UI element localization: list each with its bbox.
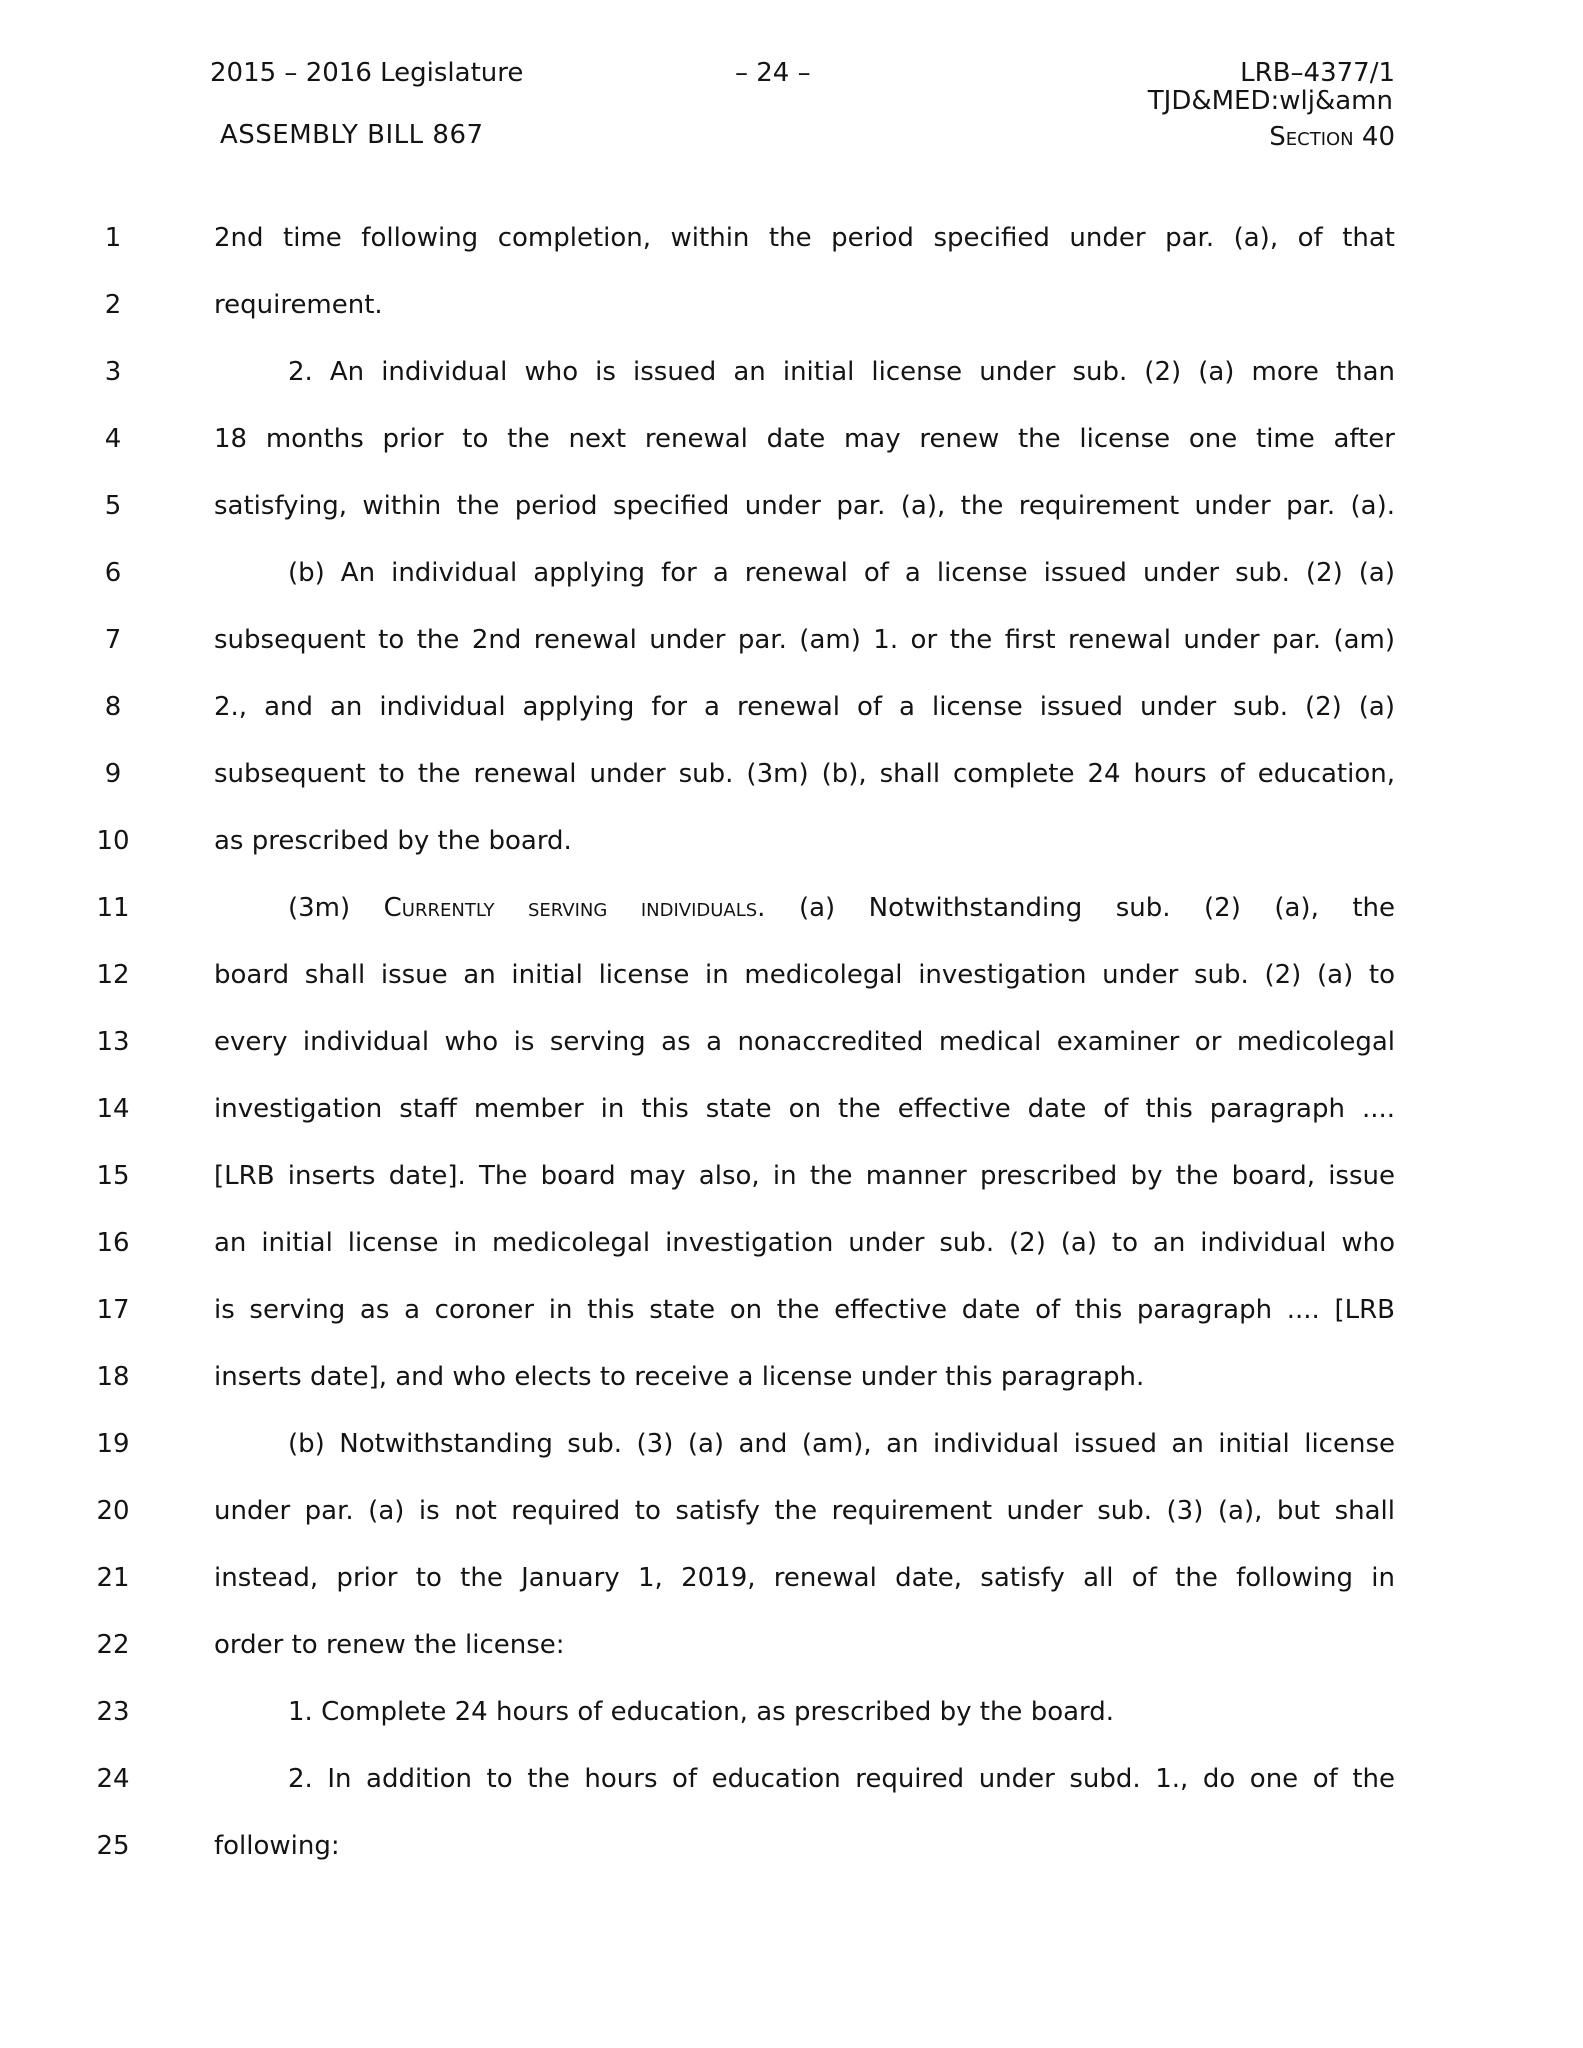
bill-title: ASSEMBLY BILL 867 xyxy=(220,120,484,150)
text-line xyxy=(0,1022,1583,1062)
line-number: 24 xyxy=(96,1764,130,1794)
line-text: 2nd time following completion, within the period specified under par. (a), of that xyxy=(214,223,1395,253)
text-line xyxy=(0,352,1583,392)
text-line xyxy=(0,1357,1583,1397)
line-text: is serving as a coroner in this state on the effective date of this paragraph .... [LRB xyxy=(214,1295,1395,1325)
text-line xyxy=(0,1290,1583,1330)
line-number: 6 xyxy=(104,558,122,588)
section-label: Section 40 xyxy=(1269,122,1395,152)
lrb-number: LRB–4377/1 xyxy=(1240,58,1395,88)
line-number: 12 xyxy=(96,960,130,990)
text-line xyxy=(0,1826,1583,1866)
line-number: 25 xyxy=(96,1831,130,1861)
line-number: 18 xyxy=(96,1362,130,1392)
text-line xyxy=(0,1223,1583,1263)
line-text: satisfying, within the period specified under par. (a), the requirement under par. (a). xyxy=(214,491,1395,521)
line-text: subsequent to the renewal under sub. (3m) (b), shall complete 24 hours of education, xyxy=(214,759,1395,789)
line-text: under par. (a) is not required to satisfy the requirement under sub. (3) (a), but shall xyxy=(214,1496,1395,1526)
line-number: 17 xyxy=(96,1295,130,1325)
line-number: 5 xyxy=(104,491,122,521)
line-text: instead, prior to the January 1, 2019, renewal date, satisfy all of the following in xyxy=(214,1563,1395,1593)
line-number: 7 xyxy=(104,625,122,655)
subsection-number: (3m) xyxy=(288,893,384,923)
line-number: 19 xyxy=(96,1429,130,1459)
line-number: 10 xyxy=(96,826,130,856)
line-text: as prescribed by the board. xyxy=(214,826,572,856)
line-number: 20 xyxy=(96,1496,130,1526)
text-line xyxy=(0,754,1583,794)
line-text: (b) Notwithstanding sub. (3) (a) and (am), an individual issued an initial license xyxy=(288,1429,1395,1459)
text-line xyxy=(0,687,1583,727)
line-text: (b) An individual applying for a renewal of a license issued under sub. (2) (a) xyxy=(288,558,1395,588)
text-line xyxy=(0,1156,1583,1196)
text-line xyxy=(0,1491,1583,1531)
line-number: 11 xyxy=(96,893,130,923)
drafter-initials: TJD&MED:wlj&amn xyxy=(1147,86,1393,116)
legislature-label: 2015 – 2016 Legislature xyxy=(210,58,524,88)
text-line xyxy=(0,1759,1583,1799)
line-text: subsequent to the 2nd renewal under par. (am) 1. or the first renewal under par. (am) xyxy=(214,625,1395,655)
line-number: 14 xyxy=(96,1094,130,1124)
line-text: 2., and an individual applying for a renewal of a license issued under sub. (2) (a) xyxy=(214,692,1395,722)
line-text: board shall issue an initial license in medicolegal investigation under sub. (2) (a) to xyxy=(214,960,1395,990)
text-line xyxy=(0,955,1583,995)
page-number: – 24 – xyxy=(735,58,811,88)
line-number: 8 xyxy=(104,692,122,722)
line-text: following: xyxy=(214,1831,340,1861)
line-text: investigation staff member in this state on the effective date of this paragraph .... xyxy=(214,1094,1395,1124)
text-line xyxy=(0,218,1583,258)
line-number: 16 xyxy=(96,1228,130,1258)
text-line xyxy=(0,419,1583,459)
line-number: 3 xyxy=(104,357,122,387)
line-number: 1 xyxy=(104,223,122,253)
line-number: 15 xyxy=(96,1161,130,1191)
text-line xyxy=(0,1424,1583,1464)
line-number: 2 xyxy=(104,290,122,320)
text-line xyxy=(0,1089,1583,1129)
line-text: 1. Complete 24 hours of education, as prescribed by the board. xyxy=(288,1697,1115,1727)
text-line xyxy=(0,1558,1583,1598)
line-text: [LRB inserts date]. The board may also, in the manner prescribed by the board, issue xyxy=(214,1161,1395,1191)
text-line xyxy=(0,285,1583,325)
line-number: 21 xyxy=(96,1563,130,1593)
line-text: 2. In addition to the hours of education required under subd. 1., do one of the xyxy=(288,1764,1395,1794)
line-number: 9 xyxy=(104,759,122,789)
line-text: inserts date], and who elects to receive a license under this paragraph. xyxy=(214,1362,1145,1392)
line-text: requirement. xyxy=(214,290,383,320)
text-line xyxy=(0,553,1583,593)
text-line xyxy=(0,1692,1583,1732)
text-line xyxy=(0,821,1583,861)
subsection-heading: Currently serving individuals. xyxy=(383,893,766,923)
line-text: 18 months prior to the next renewal date may renew the license one time after xyxy=(214,424,1395,454)
line-text-rest: (a) Notwithstanding sub. (2) (a), the xyxy=(765,893,1396,923)
line-number: 13 xyxy=(96,1027,130,1057)
text-line xyxy=(0,620,1583,660)
line-text xyxy=(288,888,1395,928)
line-number: 22 xyxy=(96,1630,130,1660)
text-line xyxy=(0,888,1583,928)
line-number: 23 xyxy=(96,1697,130,1727)
line-text: order to renew the license: xyxy=(214,1630,565,1660)
line-number: 4 xyxy=(104,424,122,454)
text-line xyxy=(0,486,1583,526)
line-text: every individual who is serving as a nonaccredited medical examiner or medicolegal xyxy=(214,1027,1395,1057)
line-text: an initial license in medicolegal investigation under sub. (2) (a) to an individual who xyxy=(214,1228,1395,1258)
line-text: 2. An individual who is issued an initial license under sub. (2) (a) more than xyxy=(288,357,1395,387)
text-line xyxy=(0,1625,1583,1665)
